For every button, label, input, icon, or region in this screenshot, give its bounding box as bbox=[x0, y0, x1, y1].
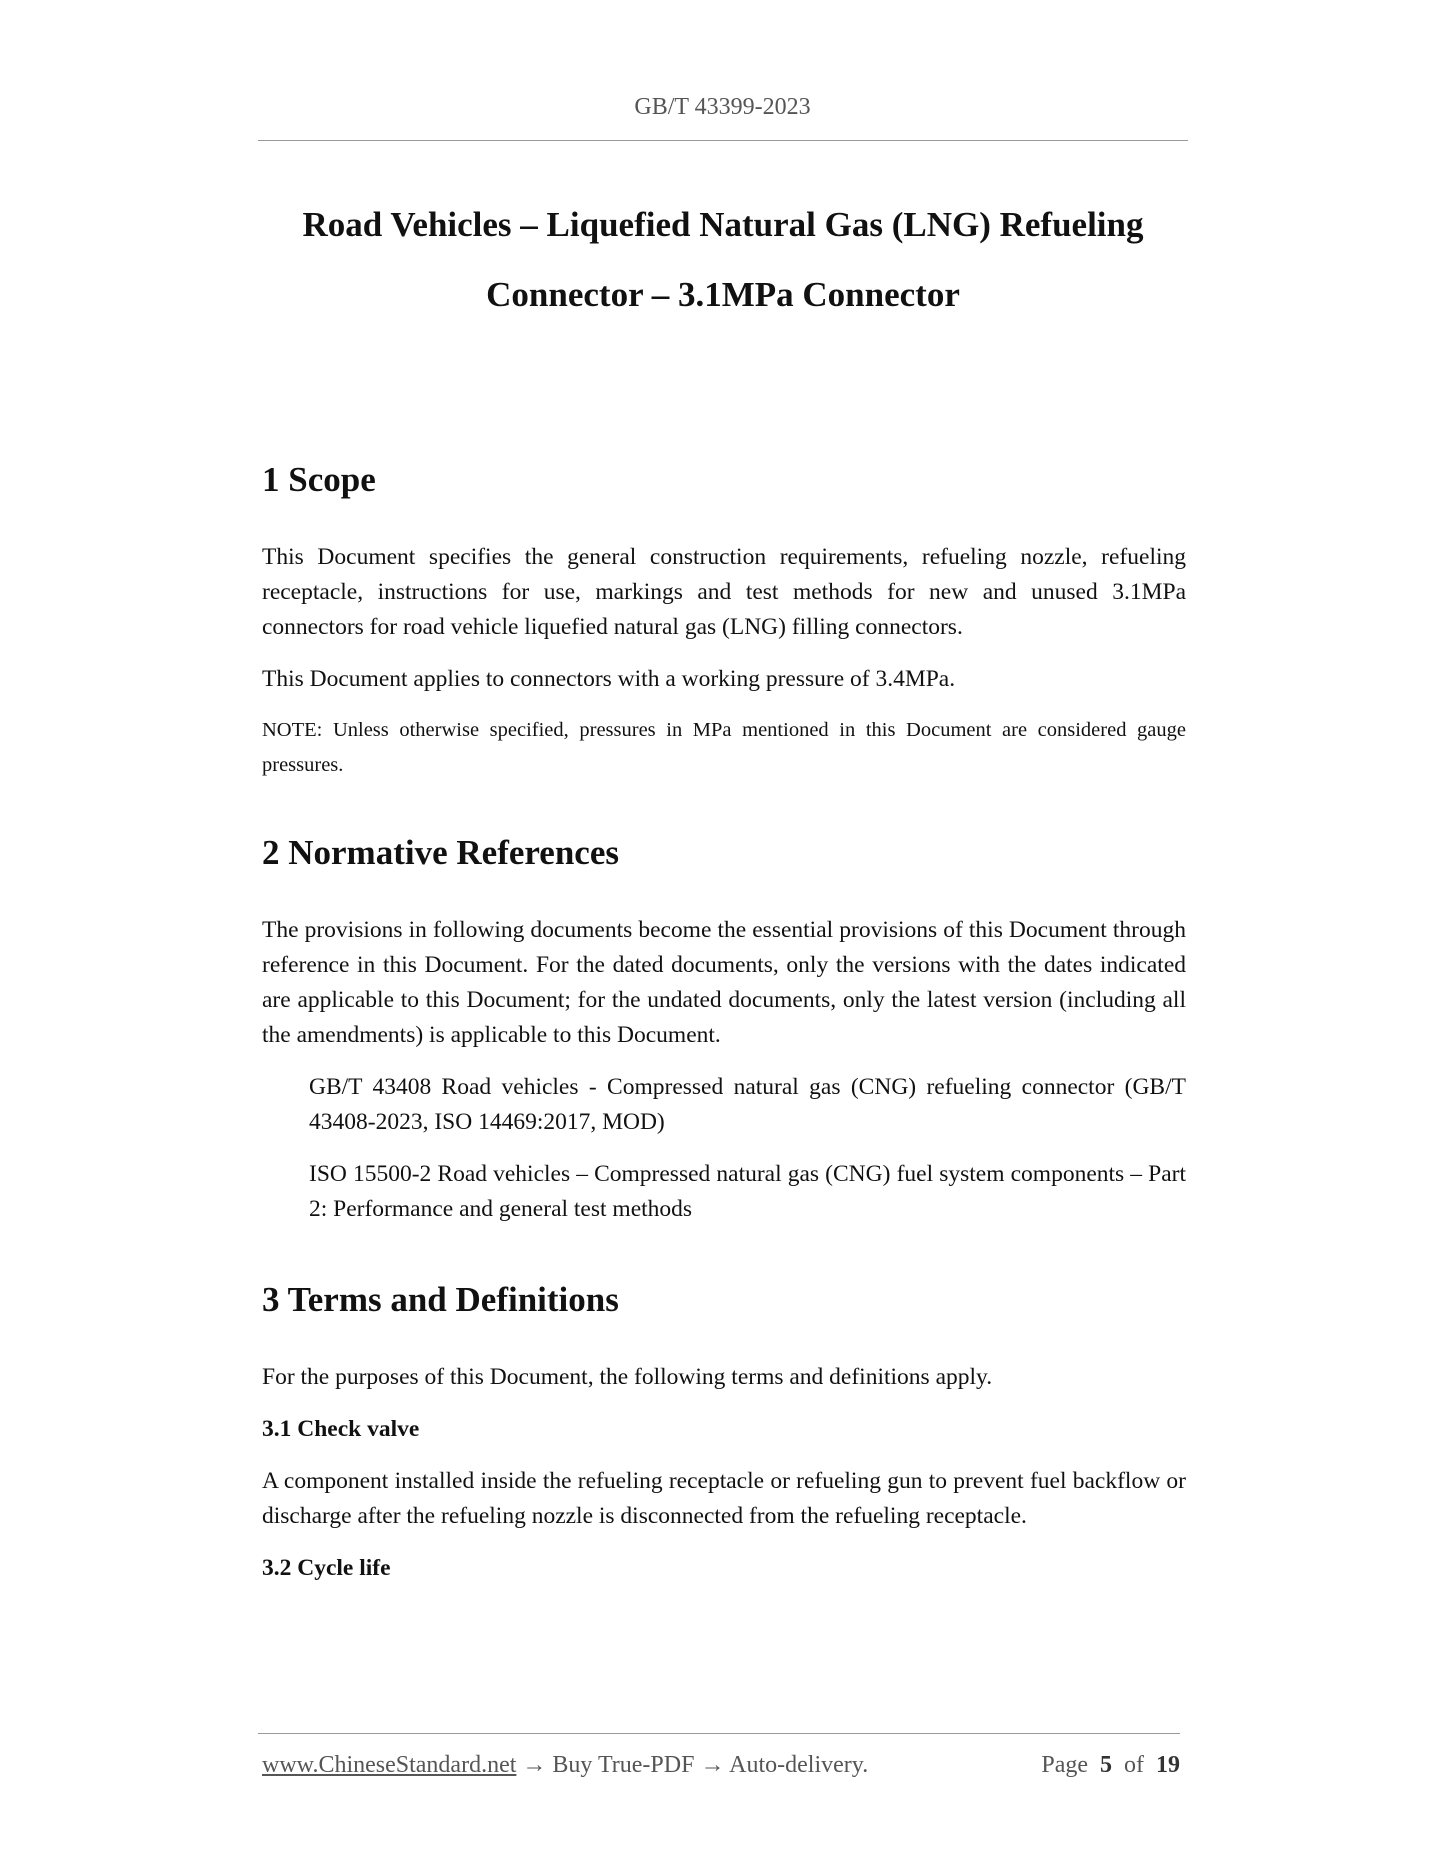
term-heading-cycle-life: 3.2 Cycle life bbox=[262, 1555, 391, 1581]
header-doc-code: GB/T 43399-2023 bbox=[634, 94, 811, 120]
reference-item: GB/T 43408 Road vehicles - Compressed natural gas (CNG) refueling connector (GB/T 43408-2023, ISO 14469:2017, MOD) bbox=[309, 1074, 1186, 1135]
reference-item: ISO 15500-2 Road vehicles – Compressed natural gas (CNG) fuel system components – Part 2: Performance and general test methods bbox=[309, 1161, 1186, 1222]
arrow-right-icon: → bbox=[522, 1752, 547, 1778]
site-link[interactable]: www.ChineseStandard.net bbox=[262, 1752, 517, 1778]
footer-promo bbox=[262, 1752, 868, 1779]
section-heading-normative-references: 2 Normative References bbox=[262, 833, 619, 872]
document-title bbox=[258, 190, 1188, 330]
term-body-check-valve: A component installed inside the refueling receptacle or refueling gun to prevent fuel backflow or discharge after the refueling nozzle is disconnected from the refueling receptacle. bbox=[262, 1468, 1186, 1529]
footer-divider bbox=[258, 1733, 1180, 1734]
header-divider bbox=[258, 140, 1188, 141]
arrow-right-icon: → bbox=[700, 1752, 725, 1778]
title-line-1: Road Vehicles – Liquefied Natural Gas (LNG) Refueling bbox=[302, 205, 1144, 244]
page-current: 5 bbox=[1100, 1752, 1112, 1778]
title-line-2: Connector – 3.1MPa Connector bbox=[486, 275, 960, 314]
scope-paragraph-1: This Document specifies the general construction requirements, refueling nozzle, refueling receptacle, instructions for use, markings and test methods for new and unused 3.1MPa connectors for road vehicle liquefied natural gas (LNG) filling connectors. bbox=[262, 544, 1186, 640]
terms-paragraph-1: For the purposes of this Document, the following terms and definitions apply. bbox=[262, 1364, 993, 1390]
scope-paragraph-2: This Document applies to connectors with a working pressure of 3.4MPa. bbox=[262, 666, 956, 692]
buy-true-pdf-text: Buy True-PDF bbox=[552, 1752, 695, 1778]
scope-note: NOTE: Unless otherwise specified, pressures in MPa mentioned in this Document are considered gauge pressures. bbox=[262, 719, 1186, 776]
normative-paragraph-1: The provisions in following documents become the essential provisions of this Document through reference in this Document. For the dated documents, only the versions with the dates indicated are applicable to this Document; for the undated documents, only the latest version (including all the amendments) is applicable to this Document. bbox=[262, 917, 1186, 1048]
page-number bbox=[1041, 1752, 1180, 1779]
auto-delivery-text: Auto-delivery. bbox=[729, 1752, 869, 1778]
section-heading-terms-definitions: 3 Terms and Definitions bbox=[262, 1280, 619, 1319]
document-body bbox=[262, 450, 1186, 1586]
of-label: of bbox=[1124, 1752, 1144, 1778]
page-total: 19 bbox=[1156, 1752, 1180, 1778]
term-heading-check-valve: 3.1 Check valve bbox=[262, 1416, 420, 1442]
page-label: Page bbox=[1041, 1752, 1088, 1778]
section-heading-scope: 1 Scope bbox=[262, 460, 376, 499]
